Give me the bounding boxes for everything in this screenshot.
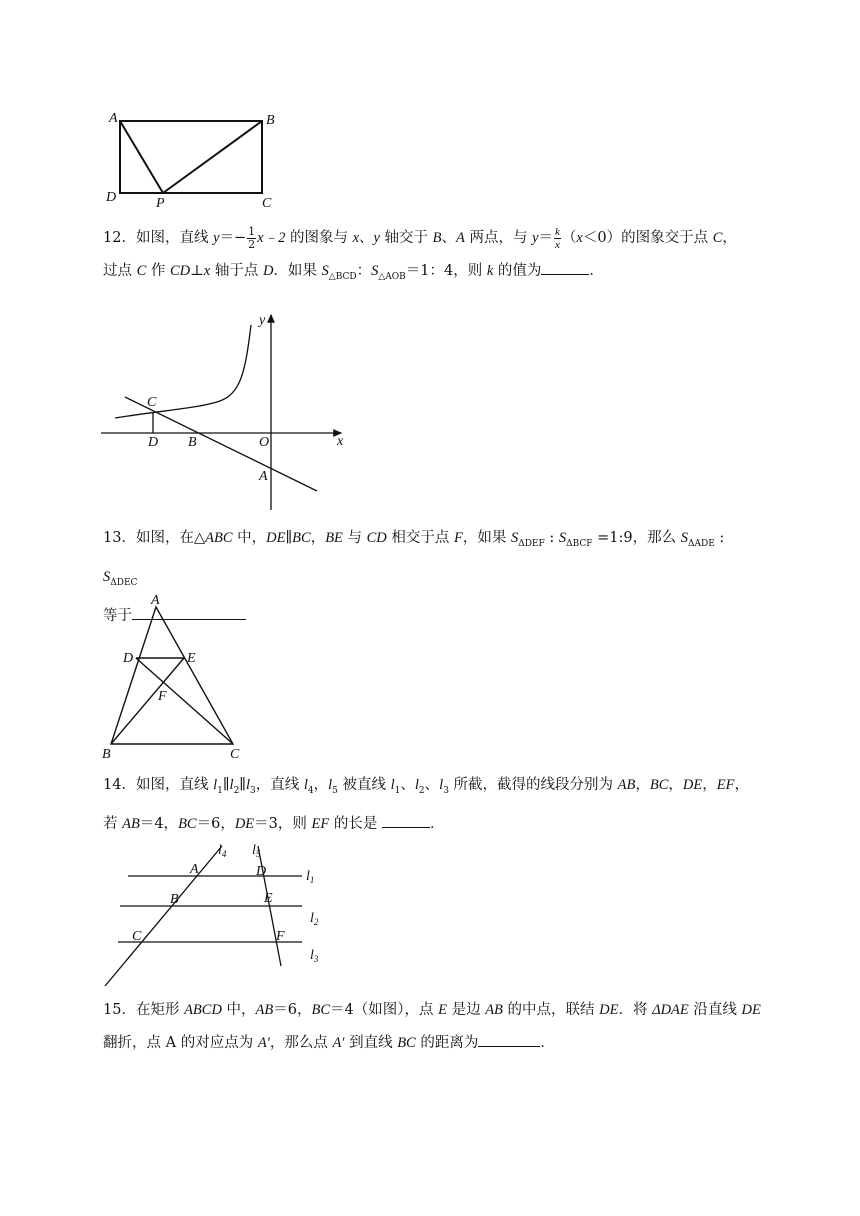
label-b: B: [266, 113, 275, 128]
parallel-lines-figure: [100, 838, 340, 990]
answer-blank-12[interactable]: [541, 260, 589, 275]
q15-line2: 翻折，点 A 的对应点为 A′，那么点 A′ 到直线 BC 的距离为 ．: [103, 1027, 763, 1060]
hyperbola-curve: [115, 325, 251, 418]
label-d: D: [123, 651, 134, 666]
question-14: [103, 769, 763, 841]
line-l4: [105, 846, 222, 986]
label-b: B: [188, 435, 197, 450]
label-o: O: [259, 435, 270, 450]
q13-line2: 等于: [103, 600, 763, 633]
rectangle-figure: [100, 105, 290, 215]
coordinate-graph-figure: [95, 305, 365, 515]
fraction-k-over-x: $\frac{k}{x}$: [555, 225, 560, 251]
question-15: [103, 994, 763, 1060]
label-a: A: [190, 862, 199, 877]
label-b: B: [170, 892, 179, 907]
label-a: A: [151, 593, 160, 608]
answer-blank-15[interactable]: [478, 1032, 540, 1047]
fraction-one-half: $\frac{1}{2}$: [248, 224, 256, 251]
label-b: B: [102, 747, 111, 762]
label-l1: $l_1$: [306, 869, 315, 885]
segment-ap: [120, 121, 163, 193]
q12-line1: 12．如图，直线 y＝− $\frac{1}{2}$ x﹣2 的图象与 x、y 轴交于 B、A 两点，与 y＝ $\frac{k}{x}$ （x＜0）的图象交于点 C，: [103, 224, 737, 251]
label-c: C: [262, 196, 272, 211]
label-c: C: [230, 747, 240, 762]
answer-blank-14[interactable]: [382, 813, 430, 828]
label-c: C: [147, 395, 157, 410]
label-x-axis: x: [337, 434, 344, 449]
label-e: E: [264, 891, 273, 906]
label-d: D: [256, 864, 267, 879]
label-l2: $l_2$: [310, 911, 319, 927]
q13-line1: 13．如图，在△ABC 中，DE∥BC，BE 与 CD 相交于点 F，如果 $S_{\Delta DEF}$ : $S_{\Delta BCF}$ =1:9，那么 $S_{\Delta ADE}$ : $S_{\Delta DEC}$: [103, 530, 725, 588]
label-f: F: [158, 689, 167, 704]
triangle-figure: [95, 590, 255, 762]
label-p: P: [156, 196, 165, 211]
label-d: D: [106, 190, 117, 205]
label-e: E: [187, 651, 196, 666]
q14-line1: 14．如图，直线 $l_1\parallel l_2\parallel l_3$，直线 $l_4$，$l_5$ 被直线 $l_1$、$l_2$、$l_3$ 所截，截得的线段分别为 AB，BC，DE，EF，: [103, 777, 749, 796]
question-12: [103, 222, 763, 294]
label-y-axis: y: [259, 313, 266, 328]
label-l4: $l_4$: [218, 843, 227, 859]
label-f: F: [276, 929, 285, 944]
label-l5: $l_5$: [252, 843, 261, 859]
segment-cd: [136, 658, 233, 744]
label-c: C: [132, 929, 142, 944]
segment-be: [111, 658, 184, 744]
segment-bp: [163, 121, 262, 193]
label-d: D: [148, 435, 159, 450]
label-a: A: [259, 469, 268, 484]
q14-line2: 若 AB＝4，BC＝6，DE＝3，则 EF 的长是 ．: [103, 808, 763, 841]
label-a: A: [109, 111, 118, 126]
q12-line2: 过点 C 作 CD⊥x 轴于点 D．如果 $S_{\triangle BCD}$：$S_{\triangle AOB}=1$：4，则 k 的值为 ．: [103, 255, 763, 294]
label-l3: $l_3$: [310, 948, 319, 964]
q15-line1: 15．在矩形 ABCD 中，AB＝6，BC＝4（如图），点 E 是边 AB 的中点，联结 DE．将 ΔDAE 沿直线 DE: [103, 1002, 761, 1018]
